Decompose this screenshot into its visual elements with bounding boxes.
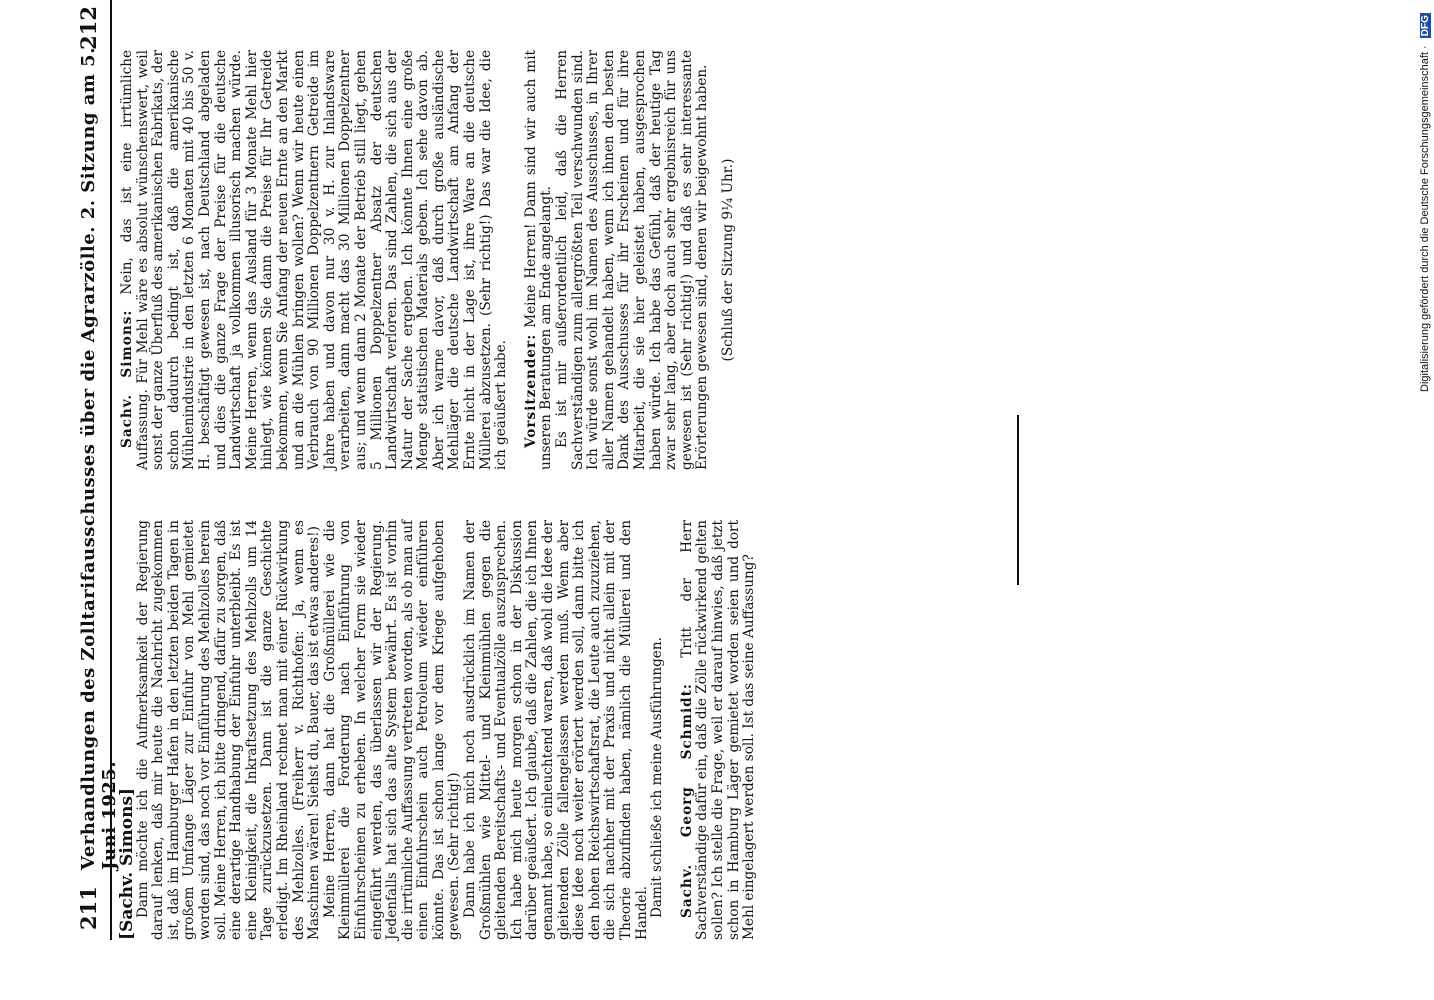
speaker-text: Meine Herren! Dann sind wir auch mit unseren Beratungen am Ende angelangt. [522,50,555,470]
page-running-title: Verhandlungen des Zolltarifausschusses über die Agrarzölle. 2. Sitzung am 5. Juni 1925. [78,47,120,870]
speaker-name: Sachv. Georg Schmidt: [678,683,695,918]
page-number-left: 211 [76,886,101,930]
paragraph: Dann habe ich mich noch ausdrücklich im Namen der Großmühlen wie Mittel- und Kleinmühlen gegen die gleitenden Bereitschafts- und Eventualzölle auszusprechen. Ich habe mich heute morgen schon in der Diskussion darüber geäußert. Ich glaube, daß die Zahlen, die ich Ihnen genannt habe, so einleuchtend waren, daß wohl die Idee der gleitenden Zölle fallengelassen werden muß. Wenn aber diese Idee noch weiter erörtert werden soll, dann bitte ich den hohen Reichswirtschaftsrat, die Leute auch zuzuziehen, die sich nachher mit der Praxis und nicht allein mit der Theorie abzufinden haben, nämlich die Müllerei und den Handel. [462,520,650,940]
dfg-logo: DFG [1420,15,1431,37]
digitization-credit [1399,10,1431,410]
credit-text: Digitalisierung gefördert durch die Deutsche Forschungsgemeinschaft · [1419,45,1431,392]
session-closing: (Schluß der Sitzung 9¼ Uhr.) [719,158,736,362]
speaker-reference: [Sachv. Simons] [117,787,137,940]
speaker-name: Vorsitzender: [522,333,539,448]
speaker-text: Tritt der Herr Sachverständige dafür ein, daß die Zölle rückwirkend gelten sollen? Ich stelle die Frage, weil er darauf hinwies, daß jetzt schon in Hamburg Läger gemietet worden seien und dort Mehl eingelagert werden soll. Ist das seine Auffassung? [678,520,758,940]
page-number-right: 212 [76,6,101,50]
speaker-text: Nein, das ist eine irrtümliche Auffassung. Für Mehl wäre es absolut wünschenswert, weil sonst der ganze Überfluß des amerikanischen Fabrikats, der schon dadurch bedingt ist, daß die amerikanische Mühlenindustrie in den letzten 6 Monaten mit 40 bis 50 v. H. beschäftigt gewesen ist, nach Deutschland abgeladen und dies die ganze Frage der Preise für die deutsche Landwirtschaft ja vollkommen illusorisch machen würde. Meine Herren, wenn das Ausland für 3 Monate Mehl hier hinlegt, wie können Sie dann die Preise für Ihr Getreide bekommen, wenn Sie Anfang der neuen Ernte an den Markt und an die Mühlen bringen wollen? Wenn wir heute einen Verbrauch von 90 Millionen Doppelzentnern Getreide im Jahre haben und davon nur 30 v. H. zur Inlandsware verarbeiten, dann macht das 30 Millionen Doppelzentner aus; und wenn dann 2 Monate der Betrieb still liegt, gehen 5 Millionen Doppelzentner Absatz der deutschen Landwirtschaft verloren. Das sind Zahlen, die sich aus der Natur der Sache ergeben. Ich könnte Ihnen eine große Menge statistischen Materials geben. Ich sehe davon ab. Aber ich warne davor, daß durch große ausländische Mehlläger die deutsche Landwirtschaft am Anfang der Ernte nicht in der Lage ist, ihre Ware an die deutsche Müllerei abzusetzen. (Sehr richtig!) Das war die Idee, die ich geäußert habe. [119,50,510,470]
paragraph: Meine Herren, dann hat die Großmüllerei wie die Kleinmüllerei die Forderung nach Einführung von Einfuhrscheinen zu erheben. In welcher Form sie wieder eingeführt werden, das überlassen wir der Regierung. Jedenfalls hat sich das alte System bewährt. Es ist vorhin die irrtümliche Auffassung vertreten worden, als ob man auf einen Einfuhrschein auch Petroleum wieder einführen könnte. Das ist schon lange vor dem Kriege aufgehoben gewesen. (Sehr richtig!) [321,520,463,940]
speaker-name: Sachv. Simons: [119,309,135,448]
paragraph: Es ist mir außerordentlich leid, daß die Herren Sachverständigen zum allergrößten Teil verschwunden sind. Ich würde sonst wohl im Namen des Ausschusses, in Ihrer aller Namen gehandelt haben, wenn ich ihnen den besten Dank des Ausschusses für ihr Erscheinen und für ihre Mitarbeit, die sie hier geleistet haben, ausgesprochen haben würde. Ich habe das Gefühl, daß der heutige Tag zwar sehr lang, aber doch auch sehr ergebnisreich für uns gewesen ist (Sehr richtig!) und daß es sehr interessante Erörterungen gewesen sind, denen wir beigewohnt haben. [554,50,711,470]
paragraph: Damit schließe ich meine Ausführungen. [649,637,666,918]
paragraph: Dann möchte ich die Aufmerksamkeit der Regierung darauf lenken, daß mir heute die Nachricht zugekommen ist, daß im Hamburger Hafen in den letzten beiden Tagen in großem Umfange Läger zur Einfuhr von Mehl gemietet worden sind, das noch vor Einführung des Mehlzolles herein soll. Meine Herren, ich bitte dringend, dafür zu sorgen, daß eine derartige Handhabung der Einfuhr unterbleibt. Es ist eine Kleinigkeit, die Inkraftsetzung des Mehlzolls um 14 Tage zurückzusetzen. Dann ist die ganze Geschichte erledigt. Im Rheinland rechnet man mit einer Rückwirkung des Mehlzolles. (Freiherr v. Richthofen: Ja, wenn es Maschinen wären! Siehst du, Bauer, das ist etwas anderes!) [134,520,323,940]
